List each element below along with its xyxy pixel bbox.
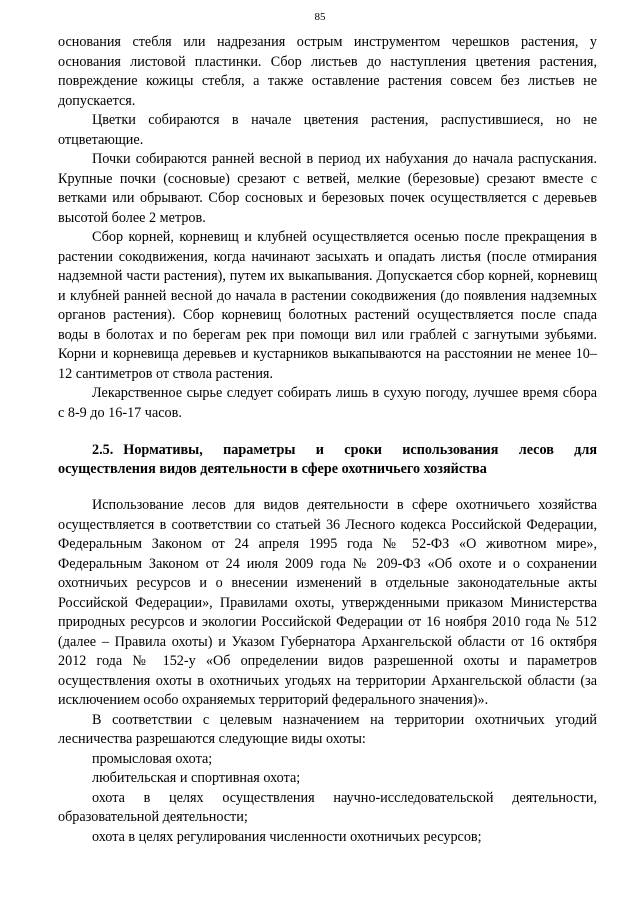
paragraph-collection-time: Лекарственное сырье следует собирать лишь в сухую погоду, лучшее время сбора с 8-9 до 16-17 часов. [58, 385, 597, 421]
list-item: любительская и спортивная охота; [92, 770, 301, 786]
paragraph-hunting-intro: В соответствии с целевым назначением на территории охотничьих угодий лесничества разрешаются следующие виды охоты: [58, 711, 597, 747]
paragraph-flowers: Цветки собираются в начале цветения растения, распустившиеся, но не отцветающие. [58, 112, 597, 148]
paragraph-legal-basis: Использование лесов для видов деятельности в сфере охотничьего хозяйства осуществляется в соответствии со статьей 36 Лесного кодекса Российской Федерации, Федеральным Законом от 24 апреля 1995 года № 52-ФЗ «О животном мире», Федеральным Законом от 24 июля 2009 года № 209-ФЗ «Об охоте и о сохранении охотничьих ресурсов и о внесении изменений в отдельные законодательные акты Российской Федерации», Правилами охоты, утвержденными приказом Министерства природных ресурсов и экологии Российской Федерации от 16 ноября 2010 года № 512 (далее – Правила охоты) и Указом Губернатора Архангельской области от 16 октября 2012 года № 152-у «Об определении видов разрешенной охоты и параметров осуществления охоты в охотничьих угодьях на территории Архангельской области (за исключением особо охраняемых территорий федерального значения)». [58, 497, 597, 708]
page-content [58, 33, 597, 847]
section-title: Нормативы, параметры и сроки использования лесов для осуществления видов деятельности в сфере охотничьего хозяйства [58, 442, 597, 477]
section-heading [58, 441, 597, 478]
section-number: 2.5. [92, 442, 114, 458]
list-item: охота в целях регулирования численности охотничьих ресурсов; [92, 828, 482, 845]
list-item: охота в целях осуществления научно-исследовательской деятельности, образовательной деятельности; [58, 789, 597, 825]
paragraph-continuation: основания стебля или надрезания острым инструментом черешков растения, у основания листовой пластинки. Сбор листьев до наступления цветения растения, повреждение кожицы стебля, а также оставление растения совсем без листьев не допускается. [58, 34, 597, 109]
paragraph-roots: Сбор корней, корневищ и клубней осуществляется осенью после прекращения в растении сокодвижения, когда начинают засыхать и опадать листья (после отмирания надземной части растения), путем их выкапывания. Допускается сбор корней, корневищ и клубней ранней весной до начала в растении сокодвижения (до появления надземных органов растения). Сбор корневищ болотных растений осуществляется после спада воды в болотах и по берегам рек при помощи вил или граблей с загнутыми зубьями. Корни и корневища деревьев и кустарников выкапываются на расстоянии не менее 10–12 сантиметров от ствола растения. [58, 229, 597, 382]
paragraph-buds: Почки собираются ранней весной в период их набухания до начала распускания. Крупные почки (сосновые) срезают с ветвей, мелкие (березовые) срезают вместе с ветками или обрывают. Сбор сосновых и березовых почек осуществляется с деревьев высотой более 2 метров. [58, 151, 597, 226]
page-number: 85 [314, 11, 326, 23]
list-item: промысловая охота; [92, 750, 213, 767]
